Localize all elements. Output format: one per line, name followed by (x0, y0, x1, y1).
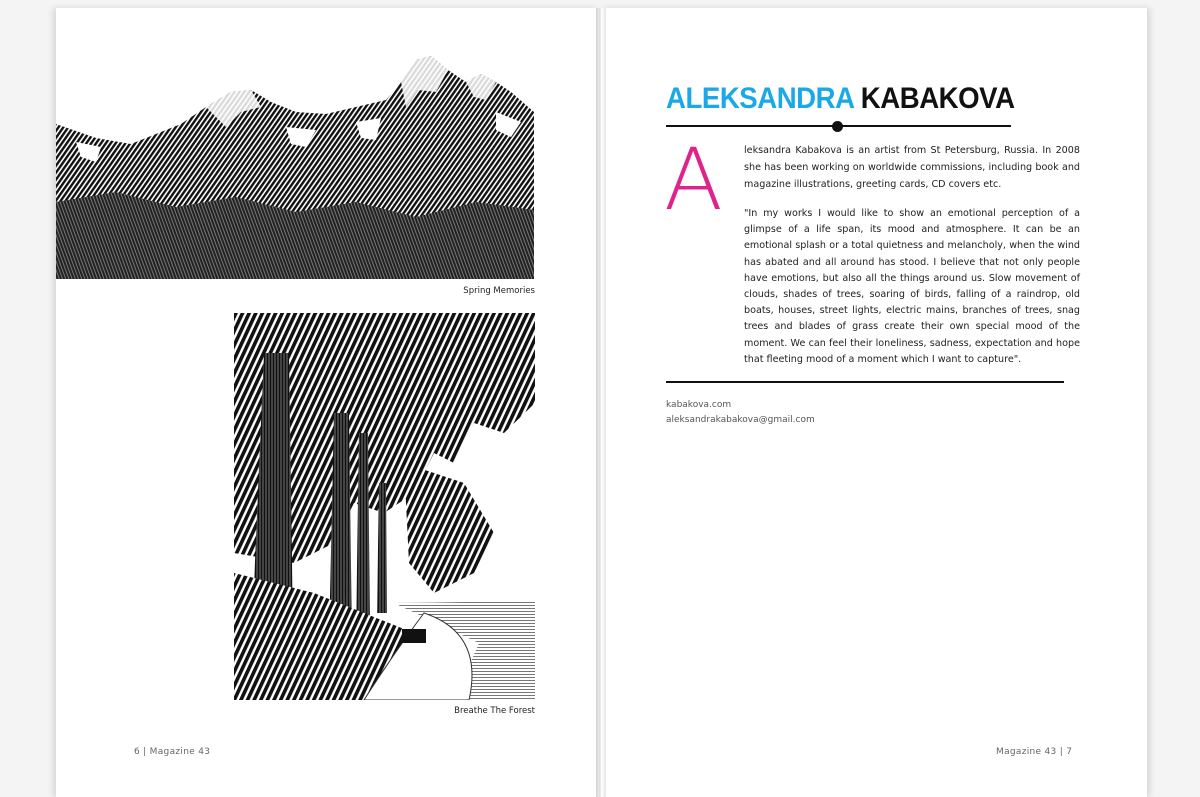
title-last-name: KABAKOVA (860, 82, 1015, 115)
email-link[interactable]: aleksandrakabakova@gmail.com (666, 415, 815, 425)
spring-memories-illustration (56, 52, 534, 279)
artist-quote: "In my works I would like to show an emotional perception of a glimpse of a life span, its mood and atmosphere. It can be an emotional splash or a total quietness and melancholy, when the wind has abated and all around has stood. I believe that not only people have emotions, but also all the things around us. Slow movement of clouds, shades of trees, soaring of birds, falling of a raindrop, old boats, houses, street lights, electric mains, branches of trees, snag trees and blades of grass create their own special mood of the moment. We can feel their loneliness, sadness, expectation and hope that fleeting mood of a moment which I want to capture". (744, 208, 1080, 365)
intro-paragraph: leksandra Kabakova is an artist from St Petersburg, Russia. In 2008 she has been working on worldwide commissions, including book and magazine illustrations, greeting cards, CD covers etc. (744, 145, 1080, 190)
title-underline-dot (832, 121, 843, 132)
contact-info (666, 398, 815, 428)
drop-cap: A (664, 130, 723, 230)
caption-breathe-the-forest: Breathe The Forest (454, 706, 535, 716)
title-first-name: ALEKSANDRA (666, 82, 854, 115)
forest-drawing (234, 313, 535, 700)
magazine-spine (596, 8, 606, 797)
section-divider (666, 381, 1064, 383)
breathe-the-forest-illustration (234, 313, 535, 700)
article-title (666, 82, 1015, 116)
right-page-folio: Magazine 43 | 7 (996, 747, 1073, 757)
caption-spring-memories: Spring Memories (463, 286, 535, 296)
website-link[interactable]: kabakova.com (666, 400, 732, 410)
left-page-folio: 6 | Magazine 43 (134, 747, 211, 757)
mountain-drawing (56, 52, 534, 279)
